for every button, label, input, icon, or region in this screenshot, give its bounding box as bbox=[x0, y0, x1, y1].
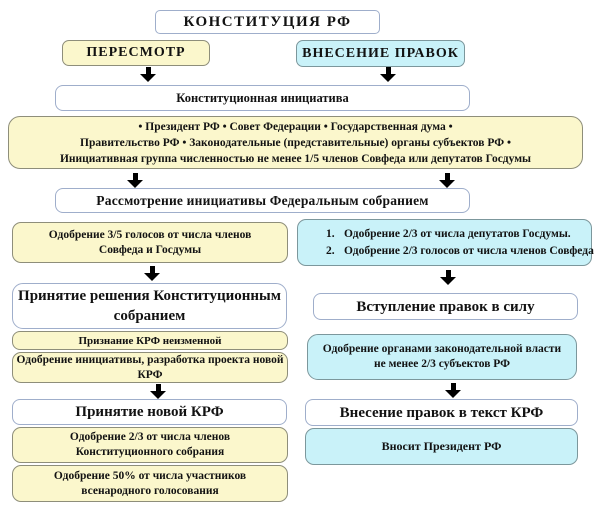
decision-line-2: собранием bbox=[113, 308, 186, 324]
item-text: Одобрение 2/3 от числа депутатов Госдумы. bbox=[344, 227, 571, 240]
arrow-stem bbox=[146, 67, 151, 74]
arrow-head bbox=[445, 390, 461, 398]
initiators-box bbox=[8, 116, 583, 169]
down-arrow-revision-to-initiative bbox=[140, 67, 156, 82]
down-arrow-to-adoption bbox=[150, 384, 166, 399]
assembly-approval-box bbox=[12, 427, 288, 463]
initiative-box bbox=[55, 85, 470, 111]
arrow-stem bbox=[156, 384, 161, 391]
item-number: 2. bbox=[326, 244, 335, 257]
decision-line-1: Принятие решения Конституционным bbox=[18, 288, 281, 304]
president-box bbox=[305, 428, 578, 465]
regions-approval-line-2: не менее 2/3 субъектов РФ bbox=[373, 358, 511, 370]
entry-into-force-label: Вступление правок в силу bbox=[356, 298, 535, 315]
revision-approval-line-1: Одобрение 3/5 голосов от числа членов bbox=[48, 228, 252, 241]
regions-approval-line-1: Одобрение органами законодательной власти bbox=[322, 343, 562, 355]
adoption-label: Принятие новой КРФ bbox=[75, 404, 224, 420]
arrow-head bbox=[439, 180, 455, 188]
draft-line-1: Одобрение инициативы, разработка проекта новой bbox=[16, 353, 284, 366]
president-label: Вносит Президент РФ bbox=[381, 439, 502, 453]
draft-line-2: КРФ bbox=[137, 368, 163, 381]
revision-branch-box bbox=[62, 40, 210, 66]
arrow-stem bbox=[133, 173, 138, 180]
down-arrow-to-amendment-text bbox=[445, 383, 461, 398]
revision-branch-label: ПЕРЕСМОТР bbox=[86, 45, 186, 60]
unchanged-box bbox=[12, 331, 288, 350]
arrow-head bbox=[440, 277, 456, 285]
constitution-title: КОНСТИТУЦИЯ РФ bbox=[183, 13, 352, 30]
constitution-title-box bbox=[155, 10, 380, 34]
unchanged-label: Признание КРФ неизменной bbox=[78, 334, 222, 347]
arrow-head bbox=[127, 180, 143, 188]
amendment-branch-box bbox=[296, 40, 465, 67]
revision-approval-line-2: Совфеда и Госдумы bbox=[98, 243, 202, 256]
down-arrow-to-entry bbox=[440, 270, 456, 285]
referendum-approval-line-1: Одобрение 50% от числа участников bbox=[53, 469, 247, 482]
assembly-approval-line-1: Одобрение 2/3 от числа членов bbox=[69, 431, 231, 443]
arrow-stem bbox=[451, 383, 456, 390]
arrow-head bbox=[380, 74, 396, 82]
amendment-text-box bbox=[305, 399, 578, 426]
entry-into-force-box bbox=[313, 293, 578, 320]
arrow-stem bbox=[150, 266, 155, 273]
arrow-stem bbox=[445, 173, 450, 180]
down-arrow-left-to-review bbox=[127, 173, 143, 188]
review-box bbox=[55, 188, 470, 213]
down-arrow-amendment-to-initiative bbox=[380, 67, 396, 82]
initiators-line-1: • Президент РФ • Совет Федерации • Государственная дума • bbox=[138, 120, 453, 133]
referendum-approval-line-2: всенародного голосования bbox=[81, 484, 219, 497]
arrow-head bbox=[140, 74, 156, 82]
review-label: Рассмотрение инициативы Федеральным собранием bbox=[96, 192, 429, 208]
item-number: 1. bbox=[326, 227, 335, 240]
amendment-approval-box bbox=[297, 219, 592, 266]
initiators-line-2: Правительство РФ • Законодательные (представительные) органы субъектов РФ • bbox=[80, 136, 511, 149]
down-arrow-to-decision bbox=[144, 266, 160, 281]
regions-approval-box bbox=[307, 334, 577, 380]
arrow-stem bbox=[386, 67, 391, 74]
item-text: Одобрение 2/3 голосов от числа членов Совфеда bbox=[344, 244, 594, 257]
referendum-approval-box bbox=[12, 465, 288, 502]
adoption-box bbox=[12, 399, 287, 425]
amendment-text-label: Внесение правок в текст КРФ bbox=[339, 404, 544, 421]
amendment-approval-list bbox=[298, 227, 594, 259]
assembly-approval-line-2: Конституционного собрания bbox=[75, 446, 225, 458]
amendment-branch-label: ВНЕСЕНИЕ ПРАВОК bbox=[302, 45, 459, 61]
arrow-stem bbox=[446, 270, 451, 277]
arrow-head bbox=[144, 273, 160, 281]
initiators-line-3: Инициативная группа численностью не менее 1/5 членов Совфеда или депутатов Госдумы bbox=[59, 152, 532, 165]
amendment-approval-item-2 bbox=[326, 244, 594, 259]
arrow-head bbox=[150, 391, 166, 399]
decision-box bbox=[12, 283, 287, 329]
initiative-label: Конституционная инициатива bbox=[176, 90, 349, 105]
down-arrow-right-to-review bbox=[439, 173, 455, 188]
revision-approval-box bbox=[12, 222, 288, 263]
draft-box bbox=[12, 352, 288, 383]
amendment-approval-item-1 bbox=[326, 227, 571, 242]
